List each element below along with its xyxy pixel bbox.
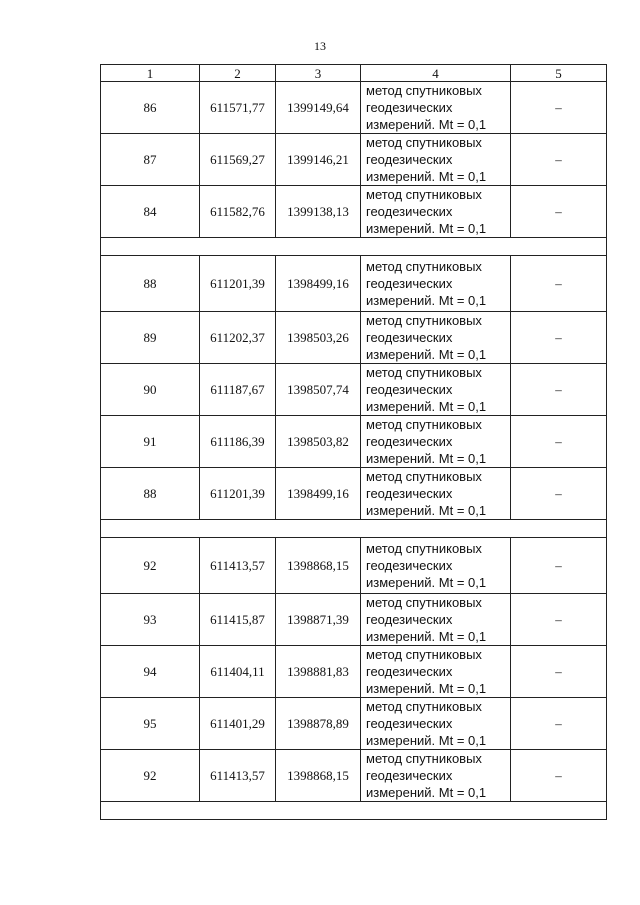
method-text-line: метод спутниковых bbox=[366, 647, 482, 662]
method-text-line: измерений. Mt = 0,1 bbox=[366, 293, 487, 308]
method-text-line: измерений. Mt = 0,1 bbox=[366, 575, 487, 590]
method-text-line: геодезических bbox=[366, 612, 453, 627]
method-text-line: измерений. Mt = 0,1 bbox=[366, 503, 487, 518]
note-cell: – bbox=[511, 416, 607, 468]
point-number-cell: 91 bbox=[101, 416, 200, 468]
x-coordinate-cell: 611413,57 bbox=[200, 750, 276, 802]
point-number-cell: 94 bbox=[101, 646, 200, 698]
method-cell bbox=[361, 750, 511, 802]
method-text-line: метод спутниковых bbox=[366, 541, 482, 556]
table-row bbox=[101, 750, 607, 802]
method-text-line: геодезических bbox=[366, 382, 453, 397]
table-row bbox=[101, 186, 607, 238]
method-text-line: метод спутниковых bbox=[366, 417, 482, 432]
note-cell: – bbox=[511, 646, 607, 698]
method-text-line: измерений. Mt = 0,1 bbox=[366, 629, 487, 644]
method-text-line: геодезических bbox=[366, 276, 453, 291]
table-row bbox=[101, 312, 607, 364]
table-body bbox=[101, 82, 607, 820]
table-row bbox=[101, 134, 607, 186]
column-header-3: 3 bbox=[276, 65, 361, 82]
point-number-cell: 88 bbox=[101, 468, 200, 520]
note-cell: – bbox=[511, 538, 607, 594]
method-text-line: геодезических bbox=[366, 558, 453, 573]
method-text-line: геодезических bbox=[366, 486, 453, 501]
x-coordinate-cell: 611187,67 bbox=[200, 364, 276, 416]
note-cell: – bbox=[511, 186, 607, 238]
y-coordinate-cell: 1398871,39 bbox=[276, 594, 361, 646]
point-number-cell: 90 bbox=[101, 364, 200, 416]
x-coordinate-cell: 611202,37 bbox=[200, 312, 276, 364]
y-coordinate-cell: 1398881,83 bbox=[276, 646, 361, 698]
method-cell bbox=[361, 646, 511, 698]
y-coordinate-cell: 1398503,82 bbox=[276, 416, 361, 468]
point-number-cell: 89 bbox=[101, 312, 200, 364]
y-coordinate-cell: 1398503,26 bbox=[276, 312, 361, 364]
point-number-cell: 86 bbox=[101, 82, 200, 134]
table-row bbox=[101, 698, 607, 750]
y-coordinate-cell: 1398499,16 bbox=[276, 256, 361, 312]
method-text-line: измерений. Mt = 0,1 bbox=[366, 399, 487, 414]
note-cell: – bbox=[511, 468, 607, 520]
point-number-cell: 87 bbox=[101, 134, 200, 186]
table-row bbox=[101, 468, 607, 520]
column-header-4: 4 bbox=[361, 65, 511, 82]
table-row bbox=[101, 646, 607, 698]
point-number-cell: 92 bbox=[101, 750, 200, 802]
table-row bbox=[101, 82, 607, 134]
method-text-line: измерений. Mt = 0,1 bbox=[366, 681, 487, 696]
method-cell bbox=[361, 538, 511, 594]
method-text-line: геодезических bbox=[366, 100, 453, 115]
x-coordinate-cell: 611186,39 bbox=[200, 416, 276, 468]
note-cell: – bbox=[511, 134, 607, 186]
x-coordinate-cell: 611571,77 bbox=[200, 82, 276, 134]
method-cell bbox=[361, 698, 511, 750]
group-separator-row bbox=[101, 238, 607, 256]
note-cell: – bbox=[511, 594, 607, 646]
method-cell bbox=[361, 468, 511, 520]
y-coordinate-cell: 1398878,89 bbox=[276, 698, 361, 750]
method-text-line: геодезических bbox=[366, 768, 453, 783]
method-cell bbox=[361, 256, 511, 312]
method-cell bbox=[361, 364, 511, 416]
method-text-line: измерений. Mt = 0,1 bbox=[366, 221, 487, 236]
x-coordinate-cell: 611404,11 bbox=[200, 646, 276, 698]
method-text-line: геодезических bbox=[366, 152, 453, 167]
point-number-cell: 88 bbox=[101, 256, 200, 312]
x-coordinate-cell: 611413,57 bbox=[200, 538, 276, 594]
table-row bbox=[101, 416, 607, 468]
y-coordinate-cell: 1398499,16 bbox=[276, 468, 361, 520]
note-cell: – bbox=[511, 82, 607, 134]
note-cell: – bbox=[511, 256, 607, 312]
column-header-5: 5 bbox=[511, 65, 607, 82]
x-coordinate-cell: 611415,87 bbox=[200, 594, 276, 646]
method-text-line: метод спутниковых bbox=[366, 83, 482, 98]
method-text-line: измерений. Mt = 0,1 bbox=[366, 733, 487, 748]
table-row bbox=[101, 256, 607, 312]
y-coordinate-cell: 1398868,15 bbox=[276, 750, 361, 802]
point-number-cell: 84 bbox=[101, 186, 200, 238]
y-coordinate-cell: 1399138,13 bbox=[276, 186, 361, 238]
y-coordinate-cell: 1398507,74 bbox=[276, 364, 361, 416]
method-text-line: метод спутниковых bbox=[366, 699, 482, 714]
method-text-line: метод спутниковых bbox=[366, 595, 482, 610]
method-text-line: метод спутниковых bbox=[366, 187, 482, 202]
method-text-line: измерений. Mt = 0,1 bbox=[366, 785, 487, 800]
y-coordinate-cell: 1399149,64 bbox=[276, 82, 361, 134]
column-header-2: 2 bbox=[200, 65, 276, 82]
x-coordinate-cell: 611569,27 bbox=[200, 134, 276, 186]
table-row bbox=[101, 594, 607, 646]
column-header-1: 1 bbox=[101, 65, 200, 82]
note-cell: – bbox=[511, 364, 607, 416]
coordinates-table bbox=[100, 64, 607, 820]
method-text-line: геодезических bbox=[366, 664, 453, 679]
method-text-line: метод спутниковых bbox=[366, 751, 482, 766]
point-number-cell: 93 bbox=[101, 594, 200, 646]
point-number-cell: 95 bbox=[101, 698, 200, 750]
method-text-line: измерений. Mt = 0,1 bbox=[366, 117, 487, 132]
x-coordinate-cell: 611582,76 bbox=[200, 186, 276, 238]
method-text-line: геодезических bbox=[366, 434, 453, 449]
method-text-line: геодезических bbox=[366, 716, 453, 731]
y-coordinate-cell: 1398868,15 bbox=[276, 538, 361, 594]
point-number-cell: 92 bbox=[101, 538, 200, 594]
separator-cell bbox=[101, 520, 607, 538]
table-row bbox=[101, 538, 607, 594]
separator-cell bbox=[101, 238, 607, 256]
separator-cell bbox=[101, 802, 607, 820]
method-cell bbox=[361, 134, 511, 186]
method-text-line: измерений. Mt = 0,1 bbox=[366, 451, 487, 466]
method-cell bbox=[361, 186, 511, 238]
method-text-line: измерений. Mt = 0,1 bbox=[366, 169, 487, 184]
method-text-line: геодезических bbox=[366, 330, 453, 345]
method-cell bbox=[361, 312, 511, 364]
table-row bbox=[101, 364, 607, 416]
note-cell: – bbox=[511, 698, 607, 750]
x-coordinate-cell: 611201,39 bbox=[200, 468, 276, 520]
group-separator-row bbox=[101, 802, 607, 820]
method-text-line: метод спутниковых bbox=[366, 469, 482, 484]
method-text-line: геодезических bbox=[366, 204, 453, 219]
method-text-line: метод спутниковых bbox=[366, 259, 482, 274]
x-coordinate-cell: 611401,29 bbox=[200, 698, 276, 750]
group-separator-row bbox=[101, 520, 607, 538]
method-cell bbox=[361, 594, 511, 646]
method-text-line: измерений. Mt = 0,1 bbox=[366, 347, 487, 362]
method-text-line: метод спутниковых bbox=[366, 135, 482, 150]
note-cell: – bbox=[511, 750, 607, 802]
method-cell bbox=[361, 82, 511, 134]
x-coordinate-cell: 611201,39 bbox=[200, 256, 276, 312]
page-number: 13 bbox=[314, 39, 326, 53]
note-cell: – bbox=[511, 312, 607, 364]
method-cell bbox=[361, 416, 511, 468]
y-coordinate-cell: 1399146,21 bbox=[276, 134, 361, 186]
table-header-row bbox=[101, 65, 607, 82]
method-text-line: метод спутниковых bbox=[366, 313, 482, 328]
method-text-line: метод спутниковых bbox=[366, 365, 482, 380]
